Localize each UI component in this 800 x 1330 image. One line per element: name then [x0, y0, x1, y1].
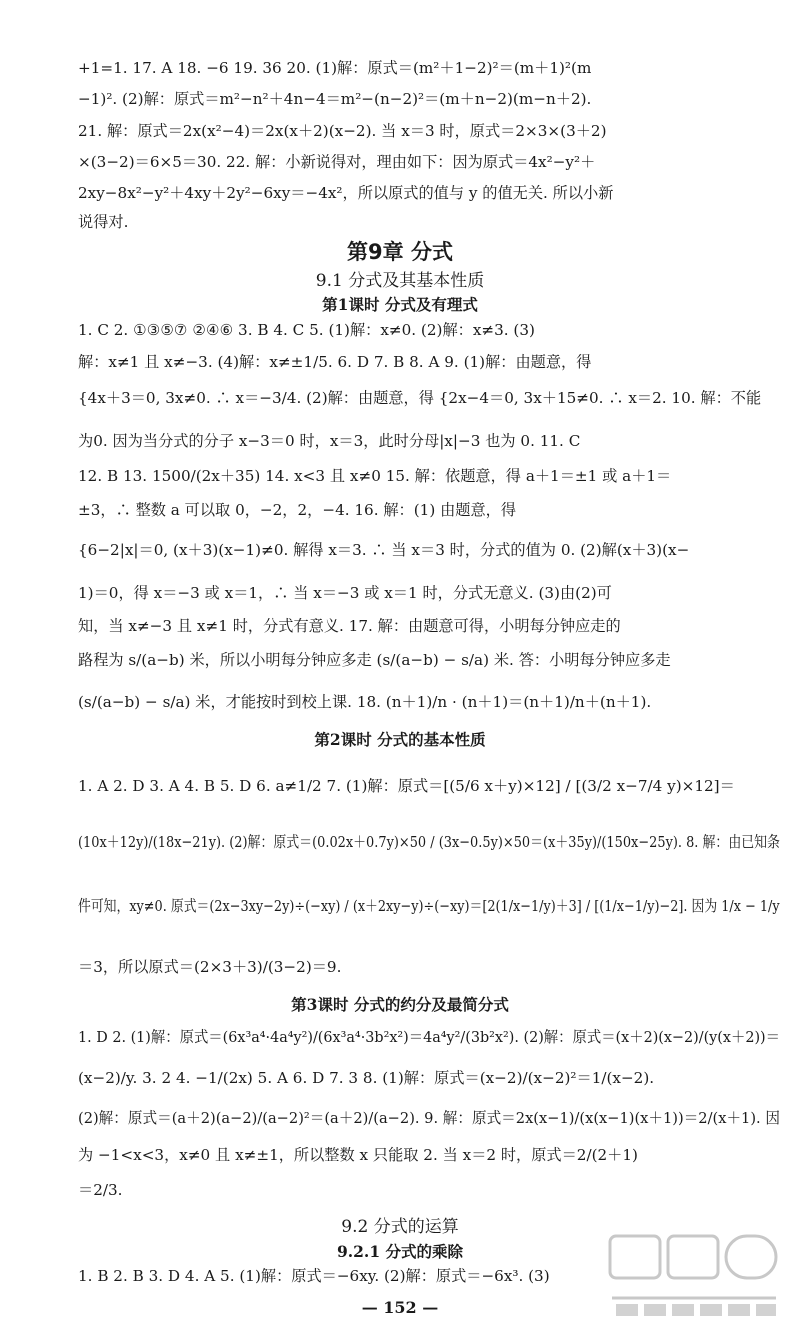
text-line: (2)解：原式＝(a＋2)(a−2)/(a−2)²＝(a＋2)/(a−2). 9. 解：原式＝2x(x−1)/(x(x−1)(x＋1))＝2/(x＋1). 因 — [78, 1109, 780, 1127]
page-number: — 152 — — [361, 1298, 439, 1317]
text-line: ×(3−2)＝6×5＝30. 22. 解：小新说得对，理由如下：因为原式＝4x²−y²＋ — [78, 153, 596, 171]
text-line: −1)². (2)解：原式＝m²−n²＋4n−4＝m²−(n−2)²＝(m＋n−2)(m−n＋2). — [78, 90, 592, 108]
text-line: {4x＋3＝0, 3x≠0. ∴ x＝−3/4. (2)解：由题意，得 {2x−4＝0, 3x＋15≠0. ∴ x＝2. 10. 解：不能 — [78, 389, 762, 407]
subsection-title: 9.2.1 分式的乘除 — [336, 1242, 464, 1261]
text-line: 知，当 x≠−3 且 x≠1 时，分式有意义. 17. 解：由题意可得，小明每分钟应走的 — [78, 617, 621, 635]
text-line: 为0. 因为当分式的分子 x−3＝0 时，x＝3，此时分母|x|−3 也为 0. 11. C — [78, 432, 581, 450]
lesson-title: 第1课时 分式及有理式 — [322, 295, 478, 314]
text-line: 1. B 2. B 3. D 4. A 5. (1)解：原式＝−6xy. (2)解：原式＝−6x³. (3) — [78, 1267, 550, 1285]
text-line: 1. D 2. (1)解：原式＝(6x³a⁴·4a⁴y²)/(6x³a⁴·3b²x²)＝4a⁴y²/(3b²x²). (2)解：原式＝(x＋2)(x−2)/(y(x＋2))＝ — [78, 1028, 781, 1046]
text-line: +1=1. 17. A 18. −6 19. 36 20. (1)解：原式＝(m²＋1−2)²＝(m＋1)²(m — [78, 59, 592, 77]
text-line: 1)＝0，得 x＝−3 或 x＝1，∴ 当 x＝−3 或 x＝1 时，分式无意义. (3)由(2)可 — [78, 584, 612, 602]
watermark-logo — [604, 1226, 784, 1322]
text-line: (s/(a−b) − s/a) 米，才能按时到校上课. 18. (n＋1)/n · (n＋1)＝(n＋1)/n＋(n＋1). — [78, 693, 652, 711]
text-line: 21. 解：原式＝2x(x²−4)＝2x(x＋2)(x−2). 当 x＝3 时，原式＝2×3×(3＋2) — [78, 122, 607, 140]
section-title: 9.2 分式的运算 — [341, 1217, 459, 1237]
text-line: 解：x≠1 且 x≠−3. (4)解：x≠±1/5. 6. D 7. B 8. A 9. (1)解：由题意，得 — [78, 353, 592, 371]
chapter-title: 第9章 分式 — [347, 240, 453, 264]
text-line: {6−2|x|＝0, (x＋3)(x−1)≠0. 解得 x＝3. ∴ 当 x＝3 时，分式的值为 0. (2)解(x＋3)(x− — [78, 541, 690, 559]
text-line: ±3，∴ 整数 a 可以取 0，−2，2，−4. 16. 解：(1) 由题意，得 — [78, 501, 517, 519]
section-title: 9.1 分式及其基本性质 — [315, 271, 485, 291]
text-line: 1. C 2. ①③⑤⑦ ②④⑥ 3. B 4. C 5. (1)解：x≠0. (2)解：x≠3. (3) — [78, 321, 535, 339]
text-line: (x−2)/y. 3. 2 4. −1/(2x) 5. A 6. D 7. 3 8. (1)解：原式＝(x−2)/(x−2)²＝1/(x−2). — [78, 1069, 655, 1087]
text-line: 1. A 2. D 3. A 4. B 5. D 6. a≠1/2 7. (1)解：原式＝[(5/6 x＋y)×12] / [(3/2 x−7/4 y)×12]＝ — [78, 777, 735, 795]
text-line: 2xy−8x²−y²＋4xy＋2y²−6xy＝−4x²，所以原式的值与 y 的值无关. 所以小新 — [78, 184, 614, 202]
lesson-title: 第2课时 分式的基本性质 — [314, 730, 486, 749]
lesson-title: 第3课时 分式的约分及最简分式 — [291, 995, 509, 1014]
text-line: 为 −1<x<3，x≠0 且 x≠±1，所以整数 x 只能取 2. 当 x＝2 时，原式＝2/(2＋1) — [78, 1146, 638, 1164]
text-line: (10x＋12y)/(18x−21y). (2)解：原式＝(0.02x＋0.7y)×50 / (3x−0.5y)×50＝(x＋35y)/(150x−25y). 8. 解：由已知条 — [78, 833, 780, 851]
text-line: 说得对. — [78, 213, 129, 231]
text-line: ＝3，所以原式＝(2×3＋3)/(3−2)＝9. — [78, 958, 342, 976]
text-line: 件可知，xy≠0. 原式＝(2x−3xy−2y)÷(−xy) / (x＋2xy−y)÷(−xy)＝[2(1/x−1/y)＋3] / [(1/x−1/y)−2]. 因为 1/x − 1/y — [78, 897, 780, 915]
text-line: ＝2/3. — [78, 1181, 123, 1199]
text-line: 12. B 13. 1500/(2x＋35) 14. x<3 且 x≠0 15. 解：依题意，得 a＋1＝±1 或 a＋1＝ — [78, 467, 672, 485]
text-line: 路程为 s/(a−b) 米，所以小明每分钟应多走 (s/(a−b) − s/a) 米. 答：小明每分钟应多走 — [78, 651, 671, 669]
